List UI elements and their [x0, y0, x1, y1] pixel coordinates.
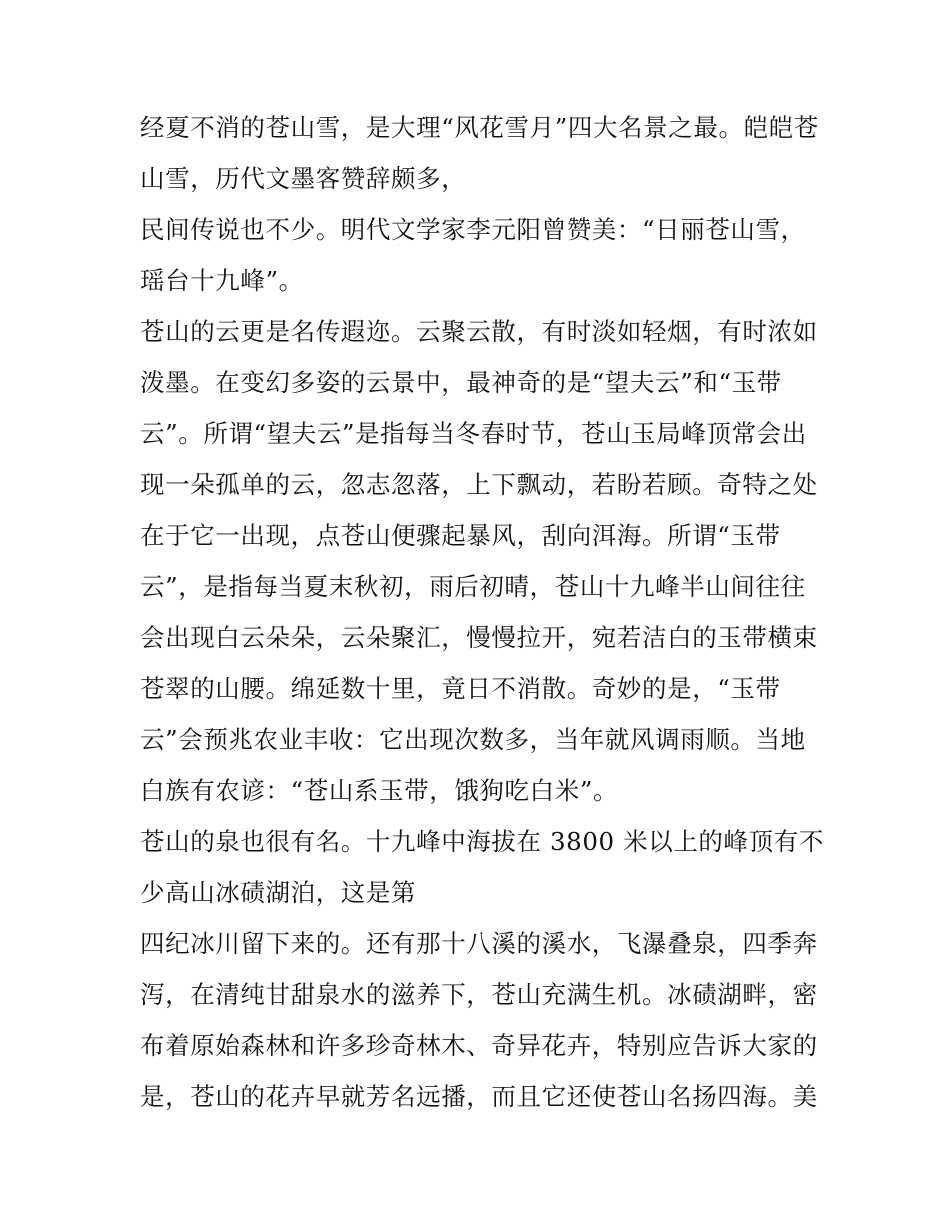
text-line-19: 布着原始森林和许多珍奇林木、奇异花卉，特别应告诉大家的 [140, 1031, 818, 1060]
text-line-6: 泼墨。在变幻多姿的云景中，最神奇的是“望夫云”和“玉带 [140, 368, 782, 397]
text-line-16: 少高山冰碛湖泊，这是第 [140, 878, 417, 907]
text-line-1: 经夏不消的苍山雪，是大理“风花雪月”四大名景之最。皑皑苍 [140, 113, 819, 142]
text-line-14: 白族有农谚：“苍山系玉带，饿狗吃白米”。 [140, 776, 619, 805]
text-line-17: 四纪冰川留下来的。还有那十八溪的溪水，飞瀑叠泉，四季奔 [140, 929, 818, 958]
text-line-8: 现一朵孤单的云，忽志忽落，上下飘动，若盼若顾。奇特之处 [140, 470, 818, 499]
text-line-4: 瑶台十九峰”。 [140, 266, 304, 295]
text-line-12: 苍翠的山腰。绵延数十里，竟日不消散。奇妙的是，“玉带 [140, 674, 781, 703]
text-line-11: 会出现白云朵朵，云朵聚汇，慢慢拉开，宛若洁白的玉带横束 [140, 623, 818, 652]
text-line-13: 云”会预兆农业丰收：它出现次数多，当年就风调雨顺。当地 [140, 725, 806, 754]
text-line-7: 云”。所谓“望夫云”是指每当冬春时节，苍山玉局峰顶常会出 [140, 419, 807, 448]
text-line-5: 苍山的云更是名传遐迩。云聚云散，有时淡如轻烟，有时浓如 [140, 317, 818, 346]
text-line-2: 山雪，历代文墨客赞辞颇多， [140, 164, 467, 193]
text-line-15: 苍山的泉也很有名。十九峰中海拔在 3800 米以上的峰顶有不 [140, 827, 824, 856]
text-line-18: 泻，在清纯甘甜泉水的滋养下，苍山充满生机。冰碛湖畔，密 [140, 980, 818, 1009]
text-line-20: 是，苍山的花卉早就芳名远播，而且它还使苍山名扬四海。美 [140, 1082, 818, 1111]
text-line-3: 民间传说也不少。明代文学家李元阳曾赞美：“日丽苍山雪， [140, 215, 806, 244]
text-line-10: 云”，是指每当夏末秋初，雨后初晴，苍山十九峰半山间往往 [140, 572, 806, 601]
text-line-9: 在于它一出现，点苍山便骤起暴风，刮向洱海。所谓“玉带 [140, 521, 781, 550]
